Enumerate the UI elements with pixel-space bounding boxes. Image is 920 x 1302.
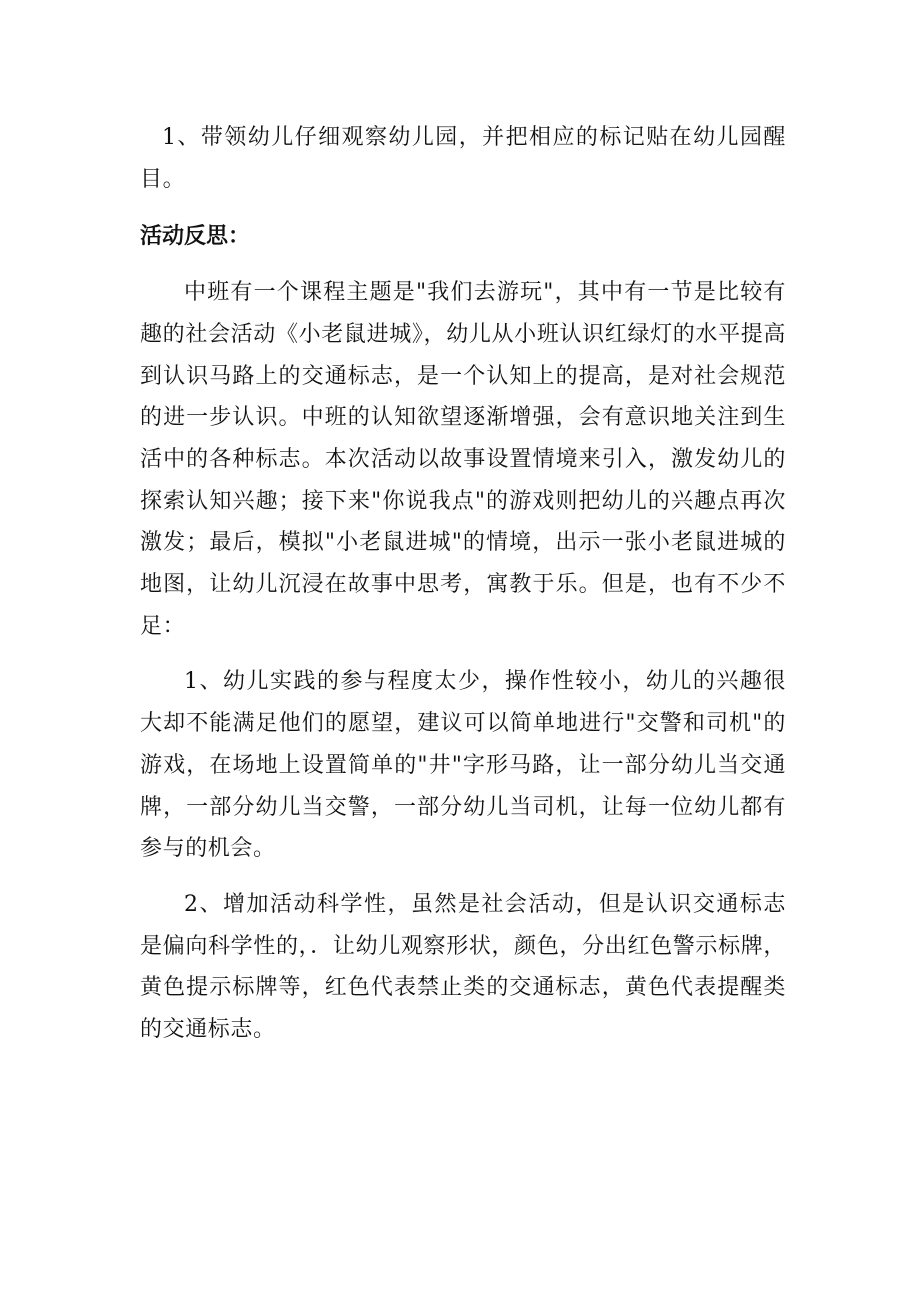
paragraph-spacer bbox=[140, 870, 786, 884]
intro-item-paragraph: 1、带领幼儿仔细观察幼儿园，并把相应的标记贴在幼儿园醒目。 bbox=[140, 125, 786, 192]
paragraph-spacer bbox=[140, 647, 786, 661]
document-body bbox=[140, 117, 786, 1051]
section-heading: 活动反思： bbox=[140, 224, 251, 250]
shortcoming-item-2: 2、增加活动科学性，虽然是社会活动，但是认识交通标志是偏向科学性的，．让幼儿观察形状，颜色，分出红色警示标牌，黄色提示标牌等，红色代表禁止类的交通标志，黄色代表提醒类的交通标志。 bbox=[140, 891, 786, 1043]
shortcoming-item-1: 1、幼儿实践的参与程度太少，操作性较小，幼儿的兴趣很大却不能满足他们的愿望，建议可以简单地进行"交警和司机"的游戏，在场地上设置简单的"井"字形马路，让一部分幼儿当交通牌，一部分幼儿当交警，一部分幼儿当司机，让每一位幼儿都有参与的机会。 bbox=[140, 669, 786, 862]
reflection-paragraph: 中班有一个课程主题是"我们去游玩"，其中有一节是比较有趣的社会活动《小老鼠进城》，幼儿从小班认识红绿灯的水平提高到认识马路上的交通标志，是一个认知上的提高，是对社会规范的进一步认识。中班的认知欲望逐渐增强，会有意识地关注到生活中的各种标志。本次活动以故事设置情境来引入，激发幼儿的探索认知兴趣；接下来"你说我点"的游戏则把幼儿的兴趣点再次激发；最后，模拟"小老鼠进城"的情境，出示一张小老鼠进城的地图，让幼儿沉浸在故事中思考，寓教于乐。但是，也有不少不足： bbox=[140, 280, 786, 639]
